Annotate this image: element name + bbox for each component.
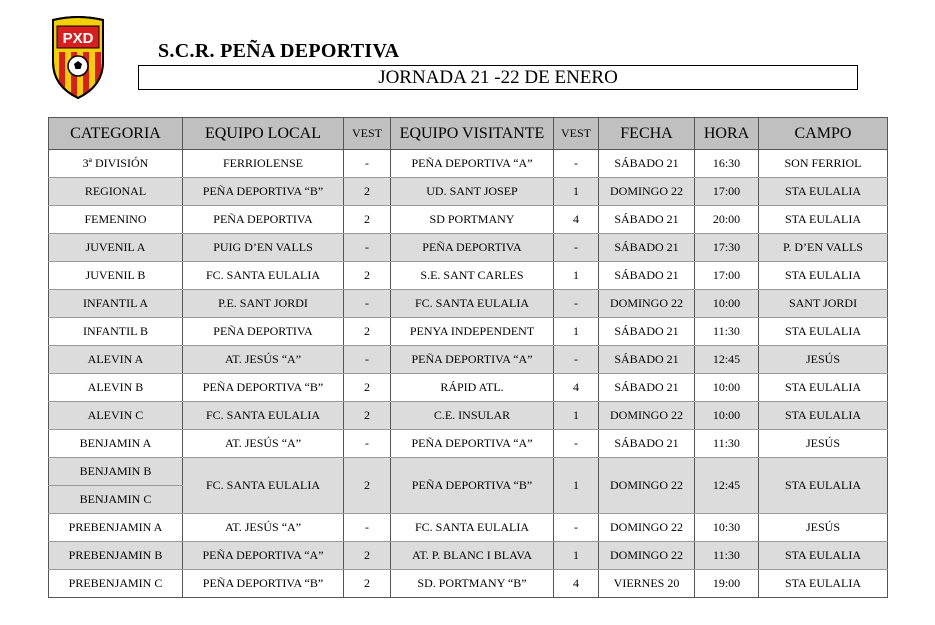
time-cell: 11:30: [695, 318, 759, 346]
local-team-cell: AT. JESÚS “A”: [183, 430, 344, 458]
table-row: [49, 262, 888, 290]
category-cell: INFANTIL B: [49, 318, 183, 346]
field-cell: P. D’EN VALLS: [759, 234, 888, 262]
date-cell: SÁBADO 21: [599, 318, 695, 346]
fixtures-table: [48, 117, 888, 598]
date-cell: DOMINGO 22: [599, 290, 695, 318]
time-cell: 12:45: [695, 458, 759, 514]
table-row: [49, 542, 888, 570]
category-cell: REGIONAL: [49, 178, 183, 206]
visitor-vest-cell: -: [554, 234, 599, 262]
visitor-vest-cell: -: [554, 346, 599, 374]
local-vest-cell: -: [344, 514, 391, 542]
visitor-team-cell: PEÑA DEPORTIVA: [391, 234, 554, 262]
time-cell: 11:30: [695, 542, 759, 570]
category-cell: JUVENIL A: [49, 234, 183, 262]
field-cell: STA EULALIA: [759, 178, 888, 206]
category-cell: PREBENJAMIN C: [49, 570, 183, 598]
category-cell: PREBENJAMIN A: [49, 514, 183, 542]
club-name: S.C.R. PEÑA DEPORTIVA: [158, 40, 400, 62]
time-cell: 10:00: [695, 290, 759, 318]
category-cell: INFANTIL A: [49, 290, 183, 318]
local-vest-cell: 2: [344, 458, 391, 514]
local-team-cell: PEÑA DEPORTIVA: [183, 206, 344, 234]
time-cell: 12:45: [695, 346, 759, 374]
table-row: [49, 458, 888, 486]
column-equipo-visitante: EQUIPO VISITANTE: [391, 118, 554, 150]
visitor-vest-cell: 1: [554, 402, 599, 430]
time-cell: 16:30: [695, 150, 759, 178]
date-cell: SÁBADO 21: [599, 262, 695, 290]
time-cell: 10:30: [695, 514, 759, 542]
local-vest-cell: -: [344, 430, 391, 458]
local-team-cell: PUIG D’EN VALLS: [183, 234, 344, 262]
date-cell: DOMINGO 22: [599, 458, 695, 514]
visitor-team-cell: S.E. SANT CARLES: [391, 262, 554, 290]
table-row: [49, 290, 888, 318]
visitor-team-cell: PEÑA DEPORTIVA “A”: [391, 150, 554, 178]
local-team-cell: P.E. SANT JORDI: [183, 290, 344, 318]
date-cell: SÁBADO 21: [599, 150, 695, 178]
local-team-cell: FERRIOLENSE: [183, 150, 344, 178]
table-header-row: [49, 118, 888, 150]
field-cell: STA EULALIA: [759, 402, 888, 430]
field-cell: STA EULALIA: [759, 318, 888, 346]
time-cell: 11:30: [695, 430, 759, 458]
local-vest-cell: 2: [344, 262, 391, 290]
category-cell: ALEVIN B: [49, 374, 183, 402]
local-vest-cell: -: [344, 346, 391, 374]
category-cell: ALEVIN A: [49, 346, 183, 374]
local-vest-cell: 2: [344, 374, 391, 402]
field-cell: STA EULALIA: [759, 374, 888, 402]
local-team-cell: FC. SANTA EULALIA: [183, 262, 344, 290]
table-row: [49, 430, 888, 458]
field-cell: SON FERRIOL: [759, 150, 888, 178]
table-row: [49, 150, 888, 178]
table-row: [49, 234, 888, 262]
visitor-team-cell: SD. PORTMANY “B”: [391, 570, 554, 598]
table-row: [49, 318, 888, 346]
visitor-team-cell: PEÑA DEPORTIVA “B”: [391, 458, 554, 514]
field-cell: STA EULALIA: [759, 206, 888, 234]
local-team-cell: AT. JESÚS “A”: [183, 346, 344, 374]
visitor-vest-cell: 4: [554, 206, 599, 234]
field-cell: STA EULALIA: [759, 458, 888, 514]
visitor-vest-cell: 1: [554, 458, 599, 514]
time-cell: 17:00: [695, 262, 759, 290]
local-vest-cell: 2: [344, 318, 391, 346]
field-cell: JESÚS: [759, 514, 888, 542]
column-equipo-local: EQUIPO LOCAL: [183, 118, 344, 150]
field-cell: STA EULALIA: [759, 262, 888, 290]
visitor-team-cell: RÁPID ATL.: [391, 374, 554, 402]
category-cell: JUVENIL B: [49, 262, 183, 290]
date-cell: SÁBADO 21: [599, 374, 695, 402]
local-vest-cell: 2: [344, 206, 391, 234]
table-row: [49, 402, 888, 430]
date-cell: SÁBADO 21: [599, 206, 695, 234]
visitor-vest-cell: 1: [554, 542, 599, 570]
visitor-vest-cell: 1: [554, 318, 599, 346]
column-hora: HORA: [695, 118, 759, 150]
time-cell: 20:00: [695, 206, 759, 234]
field-cell: STA EULALIA: [759, 542, 888, 570]
date-cell: SÁBADO 21: [599, 430, 695, 458]
visitor-team-cell: FC. SANTA EULALIA: [391, 290, 554, 318]
local-vest-cell: 2: [344, 570, 391, 598]
jornada-title: JORNADA 21 -22 DE ENERO: [138, 65, 858, 90]
column-vest-local: VEST: [344, 118, 391, 150]
category-cell: BENJAMIN C: [49, 486, 183, 514]
column-campo: CAMPO: [759, 118, 888, 150]
visitor-team-cell: FC. SANTA EULALIA: [391, 514, 554, 542]
date-cell: SÁBADO 21: [599, 346, 695, 374]
crest-text: PXD: [62, 30, 94, 47]
local-team-cell: PEÑA DEPORTIVA “A”: [183, 542, 344, 570]
visitor-team-cell: UD. SANT JOSEP: [391, 178, 554, 206]
visitor-vest-cell: -: [554, 290, 599, 318]
local-vest-cell: 2: [344, 542, 391, 570]
local-vest-cell: 2: [344, 178, 391, 206]
field-cell: SANT JORDI: [759, 290, 888, 318]
category-cell: PREBENJAMIN B: [49, 542, 183, 570]
category-cell: 3ª DIVISIÓN: [49, 150, 183, 178]
category-cell: FEMENINO: [49, 206, 183, 234]
table-row: [49, 206, 888, 234]
club-crest-logo: [45, 14, 111, 100]
visitor-vest-cell: -: [554, 430, 599, 458]
table-row: [49, 374, 888, 402]
field-cell: JESÚS: [759, 430, 888, 458]
visitor-vest-cell: 1: [554, 178, 599, 206]
date-cell: DOMINGO 22: [599, 402, 695, 430]
table-row: [49, 570, 888, 598]
time-cell: 17:00: [695, 178, 759, 206]
local-team-cell: FC. SANTA EULALIA: [183, 402, 344, 430]
table-row: [49, 346, 888, 374]
local-team-cell: PEÑA DEPORTIVA “B”: [183, 178, 344, 206]
visitor-vest-cell: 4: [554, 570, 599, 598]
local-team-cell: PEÑA DEPORTIVA “B”: [183, 374, 344, 402]
column-fecha: FECHA: [599, 118, 695, 150]
visitor-vest-cell: 4: [554, 374, 599, 402]
time-cell: 19:00: [695, 570, 759, 598]
visitor-team-cell: PEÑA DEPORTIVA “A”: [391, 346, 554, 374]
local-vest-cell: -: [344, 290, 391, 318]
local-team-cell: AT. JESÚS “A”: [183, 514, 344, 542]
table-row: [49, 514, 888, 542]
visitor-vest-cell: -: [554, 150, 599, 178]
column-categoria: CATEGORIA: [49, 118, 183, 150]
visitor-team-cell: PENYA INDEPENDENT: [391, 318, 554, 346]
field-cell: JESÚS: [759, 346, 888, 374]
fixtures-body: [49, 150, 888, 598]
time-cell: 10:00: [695, 374, 759, 402]
local-vest-cell: -: [344, 234, 391, 262]
visitor-team-cell: PEÑA DEPORTIVA “A”: [391, 430, 554, 458]
date-cell: VIERNES 20: [599, 570, 695, 598]
visitor-team-cell: C.E. INSULAR: [391, 402, 554, 430]
date-cell: DOMINGO 22: [599, 178, 695, 206]
local-team-cell: FC. SANTA EULALIA: [183, 458, 344, 514]
category-cell: ALEVIN C: [49, 402, 183, 430]
date-cell: DOMINGO 22: [599, 514, 695, 542]
table-row: [49, 178, 888, 206]
time-cell: 17:30: [695, 234, 759, 262]
column-vest-visitante: VEST: [554, 118, 599, 150]
local-vest-cell: 2: [344, 402, 391, 430]
date-cell: DOMINGO 22: [599, 542, 695, 570]
visitor-vest-cell: 1: [554, 262, 599, 290]
local-team-cell: PEÑA DEPORTIVA: [183, 318, 344, 346]
visitor-team-cell: SD PORTMANY: [391, 206, 554, 234]
category-cell: BENJAMIN B: [49, 458, 183, 486]
visitor-vest-cell: -: [554, 514, 599, 542]
local-team-cell: PEÑA DEPORTIVA “B”: [183, 570, 344, 598]
category-cell: BENJAMIN A: [49, 430, 183, 458]
visitor-team-cell: AT. P. BLANC I BLAVA: [391, 542, 554, 570]
date-cell: SÁBADO 21: [599, 234, 695, 262]
field-cell: STA EULALIA: [759, 570, 888, 598]
time-cell: 10:00: [695, 402, 759, 430]
local-vest-cell: -: [344, 150, 391, 178]
